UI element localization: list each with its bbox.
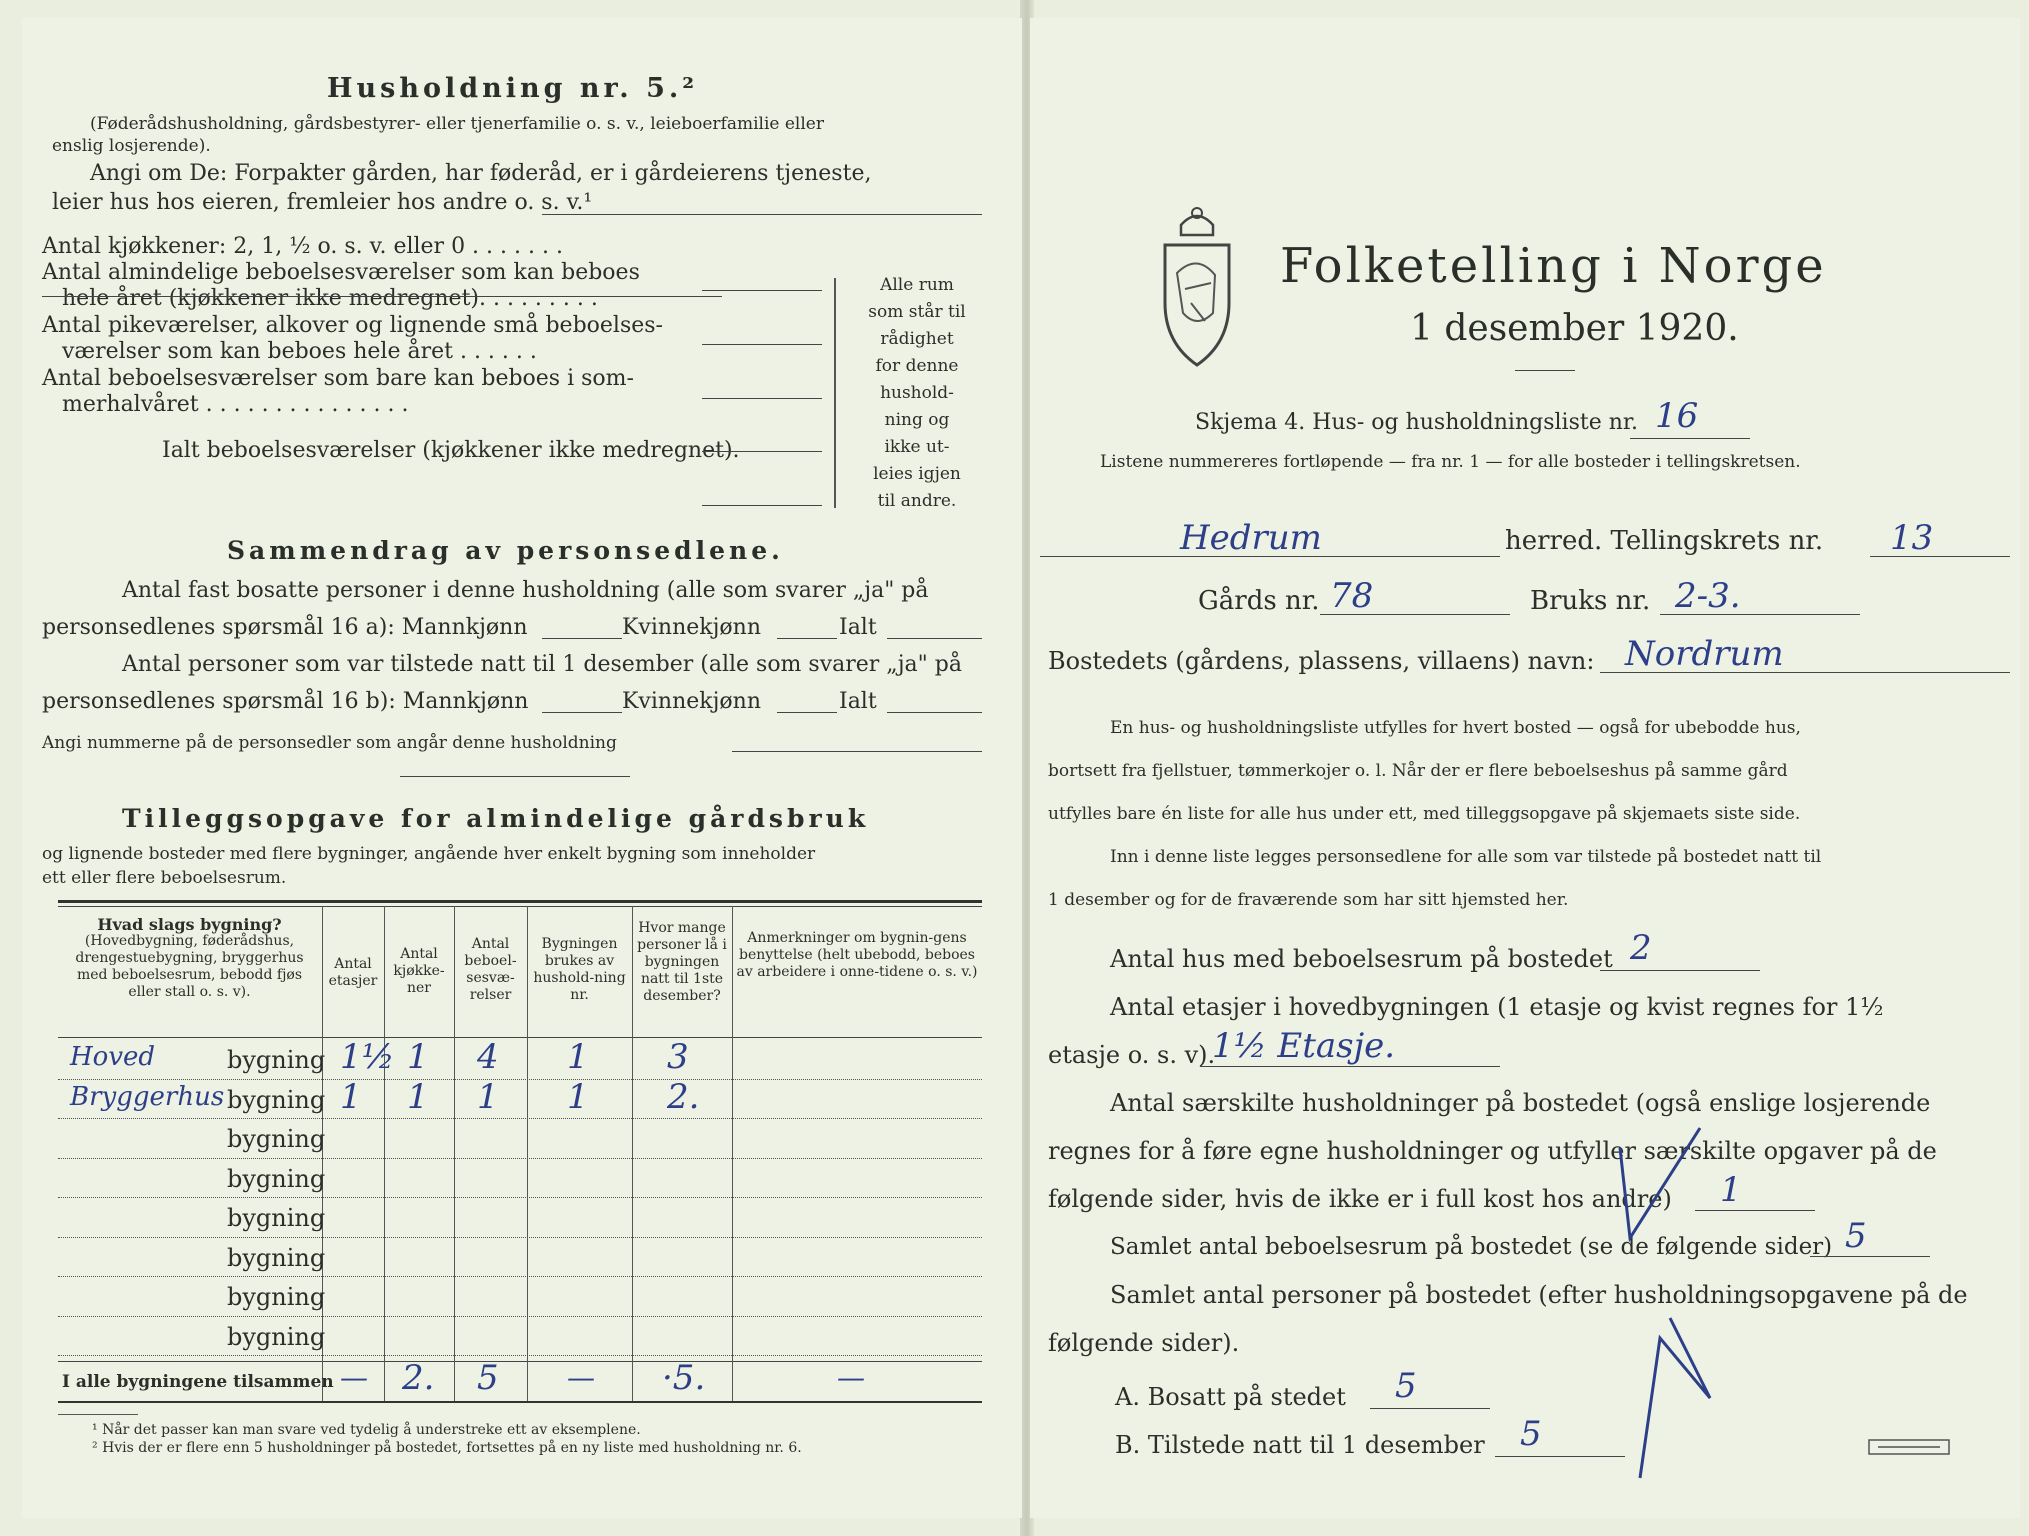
total-household: — (567, 1361, 595, 1394)
header-building-type: Hvad slags bygning? (Hovedbygning, føderådshus, drengestuebygning, bryggerhus med beboelsesrum, bebodd fjøs eller stall o. s. v). (75, 915, 304, 1000)
header-floors: Antal etasjer (328, 956, 378, 989)
gard-label: Gårds nr. (1198, 586, 1320, 616)
building-suffix-label: bygning (227, 1085, 326, 1114)
resident-label: A. Bosatt på stedet (1115, 1383, 1346, 1411)
schema-label: Skjema 4. Hus- og husholdningsliste nr. (1195, 410, 1638, 435)
census-title: Folketelling i Norge (1280, 238, 1827, 294)
info-line-5: 1 desember og for de fraværende som har sitt hjemsted her. (1048, 890, 1569, 910)
households-label-2: regnes for å føre egne husholdninger og utfyller særskilte opgaver på de (1048, 1137, 1937, 1165)
summer-rooms-label-2: merhalvåret . . . . . . . . . . . . . . . (62, 392, 409, 417)
person-numbers-label: Angi nummerne på de personsedler som angår denne husholdning (42, 733, 617, 753)
printer-stamp-icon (1868, 1438, 1952, 1458)
krets-value: 13 (1890, 518, 1934, 558)
households-label-1: Antal særskilte husholdninger på bostedet (også enslige losjerende (1110, 1089, 1931, 1117)
ordinary-rooms-label-2: hele året (kjøkkener ikke medregnet). . . . . . . . . (62, 286, 598, 311)
right-page (1030, 18, 2020, 1518)
building-suffix-label: bygning (227, 1125, 326, 1153)
fast-female-label: Kvinnekjønn (622, 615, 761, 640)
floors-label-1: Antal etasjer i hovedbygningen (1 etasje og kvist regnes for 1½ (1110, 993, 1884, 1021)
listing-note: Listene nummereres fortløpende — fra nr. 1 — for alle bosteder i tellingskretsen. (1100, 452, 1801, 472)
total-notes: — (837, 1361, 865, 1394)
summary-heading: Sammendrag av personsedlene. (227, 536, 784, 565)
building-type-cell: Hoved (70, 1042, 156, 1072)
household-title: Husholdning nr. 5.² (327, 73, 699, 104)
floors-label-2: etasje o. s. v). (1048, 1041, 1216, 1069)
present-line-1: Antal personer som var tilstede natt til 1 desember (alle som svarer „ja" på (122, 652, 962, 677)
building-suffix-label: bygning (227, 1164, 326, 1193)
cell-floors: 1½ (340, 1037, 395, 1077)
supplement-text-1: og lignende bosteder med flere bygninger, angående hver enkelt bygning som inneholder (42, 844, 816, 864)
cell-persons: 2. (667, 1076, 700, 1117)
cell-floors: 1 (340, 1076, 362, 1117)
fast-total-label: Ialt (839, 615, 877, 640)
present-line-2: personsedlenes spørsmål 16 b): Mannkjønn (42, 689, 529, 714)
bosted-label: Bostedets (gårdens, plassens, villaens) navn: (1048, 647, 1595, 675)
households-value: 1 (1720, 1170, 1742, 1210)
header-rooms: Antal beboel-sesvæ-relser (464, 936, 517, 1003)
building-suffix-label: bygning (227, 1046, 326, 1074)
header-notes: Anmerkninger om bygnin-gens benyttelse (helt ubebodd, beboes av arbeidere i onne-tidene o. s. v.) (736, 930, 978, 980)
header-persons: Hvor mange personer lå i bygningen natt til 1ste desember? (637, 920, 727, 1004)
total-row-label: I alle bygningene tilsammen (62, 1372, 334, 1392)
herred-value: Hedrum (1180, 518, 1322, 558)
total-floors: — (340, 1361, 368, 1394)
bruks-value: 2-3. (1675, 576, 1741, 616)
bosted-value: Nordrum (1625, 634, 1784, 674)
cell-kitchens: 1 (407, 1037, 429, 1077)
present-total-label: Ialt (839, 689, 877, 714)
fast-line-1: Antal fast bosatte personer i denne husholdning (alle som svarer „ja" på (122, 578, 929, 603)
maid-rooms-label-2: værelser som kan beboes hele året . . . . . . (62, 339, 537, 364)
supplement-text-2: ett eller flere beboelsesrum. (42, 868, 287, 888)
info-line-2: bortsett fra fjellstuer, tømmerkojer o. l. Når der er flere beboelseshus på samme gård (1048, 761, 1788, 781)
kitchens-label: Antal kjøkkener: 2, 1, ½ o. s. v. eller 0 . . . . . . . (42, 234, 563, 259)
ordinary-rooms-label-1: Antal almindelige beboelsesværelser som kan beboes (42, 260, 640, 285)
houses-label: Antal hus med beboelsesrum på bostedet (1110, 945, 1613, 973)
fast-line-2: personsedlenes spørsmål 16 a): Mannkjønn (42, 615, 528, 640)
cell-persons: 3 (667, 1037, 689, 1077)
rooms-total-value: 5 (1845, 1216, 1867, 1256)
cell-rooms: 1 (477, 1076, 499, 1117)
households-label-3: følgende sider, hvis de ikke er i full kost hos andre) (1048, 1185, 1672, 1213)
bracket-note: Alle rum som står til rådighet for denne hushold- ning og ikke ut- leies igjen til andre. (868, 275, 966, 511)
total-rooms-label: Ialt beboelsesværelser (kjøkkener ikke medregnet). (162, 438, 740, 463)
rooms-total-label: Samlet antal beboelsesrum på bostedet (se de følgende sider) (1110, 1234, 1833, 1260)
building-suffix-label: bygning (227, 1322, 326, 1351)
persons-label-2: følgende sider). (1048, 1329, 1240, 1357)
info-line-1: En hus- og husholdningsliste utfylles for hvert bosted — også for ubebodde hus, (1110, 718, 1801, 738)
header-kitchens: Antal kjøkke-ner (393, 946, 445, 996)
total-rooms: 5 (477, 1358, 499, 1398)
info-line-4: Inn i denne liste legges personsedlene for alle som var tilstede på bostedet natt til (1110, 847, 1822, 867)
floors-value: 1½ Etasje. (1212, 1026, 1396, 1066)
building-suffix-label: bygning (227, 1204, 326, 1232)
norway-coat-of-arms-icon (1155, 203, 1239, 373)
building-suffix-label: bygning (227, 1283, 326, 1311)
household-intro-2: enslig losjerende). (52, 136, 211, 156)
cell-household: 1 (567, 1037, 589, 1077)
footnote-1: ¹ Når det passer kan man svare ved tydelig å understreke ett av eksemplene. (92, 1422, 641, 1438)
gard-value: 78 (1330, 576, 1374, 616)
total-persons: ·5. (662, 1358, 706, 1398)
present-female-label: Kvinnekjønn (622, 689, 761, 714)
census-date: 1 desember 1920. (1410, 308, 1739, 349)
present-value: 5 (1520, 1414, 1542, 1454)
footnote-2: ² Hvis der er flere enn 5 husholdninger på bostedet, fortsettes på en ny liste med husholdning nr. 6. (92, 1440, 802, 1456)
present-label: B. Tilstede natt til 1 desember (1115, 1431, 1485, 1459)
check-mark-icon (1600, 1118, 1750, 1498)
schema-number: 16 (1655, 396, 1699, 436)
herred-label: herred. Tellingskrets nr. (1505, 526, 1824, 556)
maid-rooms-label-1: Antal pikeværelser, alkover og lignende små beboelses- (42, 313, 663, 338)
cell-household: 1 (567, 1076, 589, 1117)
total-kitchens: 2. (402, 1358, 435, 1398)
resident-value: 5 (1395, 1366, 1417, 1406)
persons-label-1: Samlet antal personer på bostedet (efter husholdningsopgavene på de (1110, 1281, 1968, 1309)
header-household: Bygningen brukes av hushold-ning nr. (533, 936, 626, 1003)
building-suffix-label: bygning (227, 1243, 326, 1272)
cell-rooms: 4 (477, 1037, 499, 1077)
cell-kitchens: 1 (407, 1076, 429, 1117)
household-intro-1: (Føderådshusholdning, gårdsbestyrer- eller tjenerfamilie o. s. v., leieboerfamilie eller (90, 114, 824, 134)
question-line-2: leier hus hos eieren, fremleier hos andre o. s. v.¹ (52, 190, 593, 215)
bruks-label: Bruks nr. (1530, 586, 1651, 616)
building-type-cell: Bryggerhus (70, 1081, 225, 1112)
info-line-3: utfylles bare én liste for alle hus under ett, med tilleggsopgave på skjemaets siste side. (1048, 804, 1801, 824)
summer-rooms-label-1: Antal beboelsesværelser som bare kan beboes i som- (42, 366, 634, 391)
question-line-1: Angi om De: Forpakter gården, har føderåd, er i gårdeierens tjeneste, (90, 161, 872, 186)
left-page (22, 18, 1022, 1518)
houses-value: 2 (1630, 928, 1652, 968)
supplement-heading: Tilleggsopgave for almindelige gårdsbruk (122, 804, 870, 833)
